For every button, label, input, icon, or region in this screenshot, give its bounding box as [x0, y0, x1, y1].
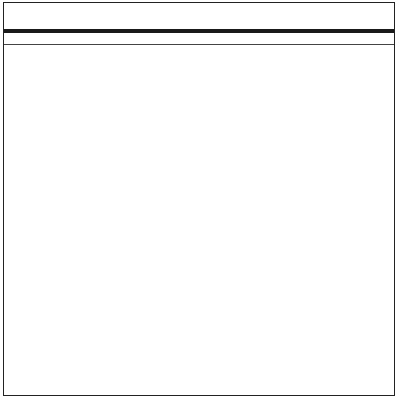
column-header-row: [4, 33, 394, 44]
footnotes: [4, 45, 394, 47]
supplement-facts-panel: [3, 2, 395, 396]
panel-header: [4, 3, 394, 29]
